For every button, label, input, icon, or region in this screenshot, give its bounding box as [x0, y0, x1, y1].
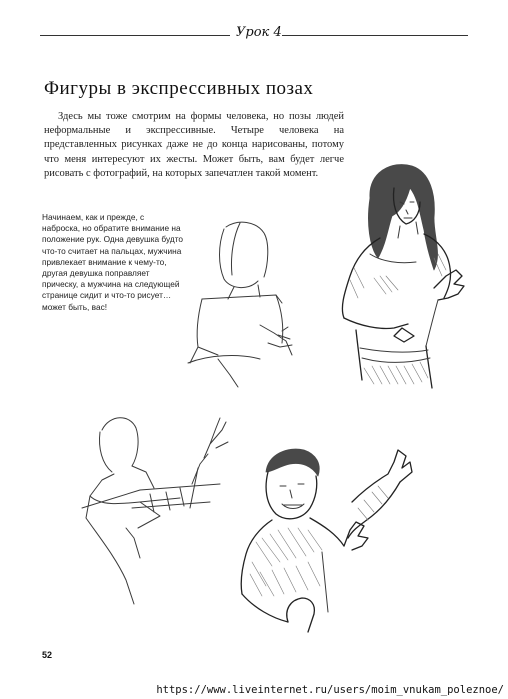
header-rule-right — [282, 35, 468, 36]
page-number: 52 — [42, 650, 53, 660]
woman-gesture-sketch-outline — [178, 215, 308, 385]
source-url-watermark: https://www.liveinternet.ru/users/moim_vnukam_poleznoe/ — [156, 684, 504, 696]
man-pointing-sketch-finished — [232, 442, 422, 642]
intro-paragraph: Здесь мы тоже смотрим на формы человека, но позы людей неформальные и экспрессивные. Четыре человека на представленных рисунках даже не до конца нарисованы, потому что меня интересуют их жесты. Может быть, вам будет легче рисовать с фотографий, на которых запечатлен такой момент. — [44, 111, 344, 179]
man-pointing-sketch-outline — [80, 408, 240, 608]
lesson-label: Урок 4 — [236, 25, 282, 40]
woman-gesture-sketch-finished — [330, 158, 470, 393]
section-title: Фигуры в экспрессивных позах — [44, 78, 314, 99]
header-rule-left — [40, 35, 230, 36]
sketch-caption: Начинаем, как и прежде, с наброска, но обратите внимание на положение рук. Одна девушка будто что-то считает на пальцах, мужчина привлекает внимание к чему-то, другая девушка поправляет прическу, а мужчина на следующей странице сидит и что-то рисует… может быть, вас! — [42, 212, 184, 312]
